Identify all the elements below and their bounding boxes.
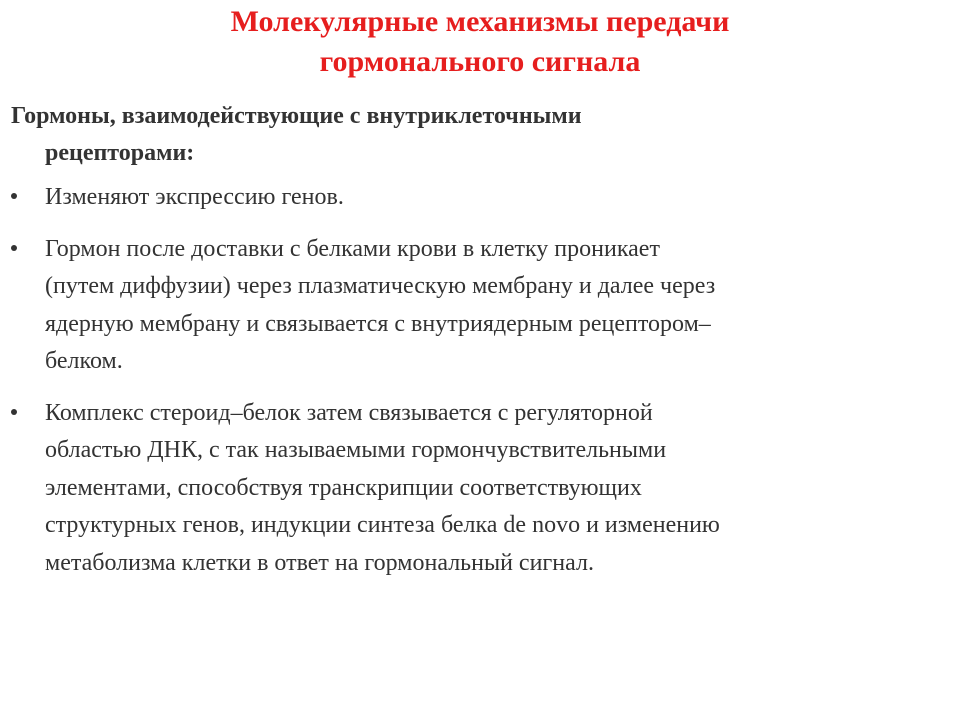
bullet-text-line: структурных генов, индукции синтеза белка de novo и изменению bbox=[45, 512, 720, 538]
bullet-item bbox=[0, 395, 960, 583]
bullet-text bbox=[45, 395, 960, 583]
bullet-text-line: Гормон после доставки с белками крови в клетку проникает bbox=[45, 235, 660, 262]
bullet-text-line: белком. bbox=[45, 348, 123, 374]
bullet-text bbox=[45, 231, 960, 381]
slide-title bbox=[0, 2, 960, 82]
bullet-text-line: ядерную мембрану и связывается с внутриядерным рецептором– bbox=[45, 310, 711, 337]
slide-title-line: гормонального сигнала bbox=[319, 45, 641, 78]
intro-heading-line: рецепторами: bbox=[45, 140, 195, 166]
bullet-dot-icon bbox=[11, 193, 17, 199]
bullet-text bbox=[45, 179, 960, 217]
slide-title-line: Молекулярные механизмы передачи bbox=[230, 5, 730, 38]
intro-heading-line: Гормоны, взаимодействующие с внутриклеточными bbox=[11, 103, 582, 129]
bullet-dot-icon bbox=[11, 245, 17, 251]
bullet-text-line: областью ДНК, с так называемыми гормончувствительными bbox=[45, 437, 667, 463]
intro-heading bbox=[11, 98, 911, 172]
bullet-item bbox=[0, 179, 960, 217]
bullet-text-line: элементами, способствуя транскрипции соответствующих bbox=[45, 474, 642, 501]
bullet-dot-icon bbox=[11, 409, 17, 415]
bullet-text-line: (путем диффузии) через плазматическую мембрану и далее через bbox=[45, 273, 716, 299]
bullet-text-line: Комплекс стероид–белок затем связывается с регуляторной bbox=[45, 399, 653, 426]
bullet-text-line: метаболизма клетки в ответ на гормональный сигнал. bbox=[45, 549, 594, 576]
bullet-text-line: Изменяют экспрессию генов. bbox=[45, 184, 344, 210]
bullet-list bbox=[0, 179, 960, 596]
bullet-item bbox=[0, 231, 960, 381]
